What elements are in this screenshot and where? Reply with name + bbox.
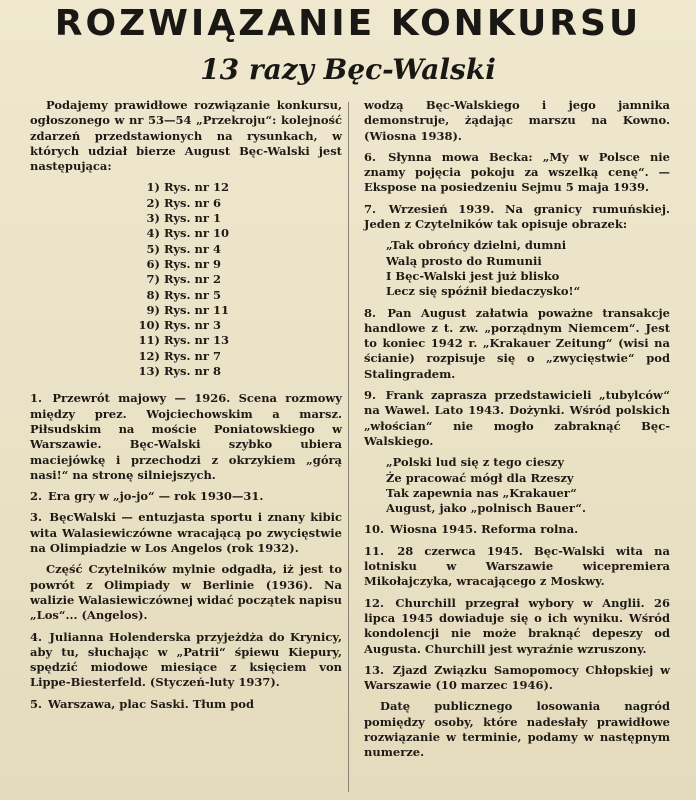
item-number: 10. — [364, 522, 385, 537]
verse-line: Że pracować mógł dla Rzeszy — [386, 470, 574, 485]
drawing-label: Rys. nr 13 — [164, 333, 229, 348]
subheadline: 13 razy Bęc-Walski — [200, 53, 496, 86]
order-number: 7) — [146, 272, 160, 287]
numbered-item — [364, 202, 670, 233]
drawing-label: Rys. nr 10 — [164, 226, 229, 241]
item-number: 1. — [30, 391, 43, 406]
drawing-label: Rys. nr 1 — [164, 211, 221, 226]
numbered-item — [364, 150, 670, 196]
verse-1 — [386, 238, 670, 299]
order-number: 4) — [146, 226, 160, 241]
item-number: 3. — [30, 510, 43, 525]
item-text: BęcWalski — entuzjasta sportu i znany kibic wita Walasiewiczówne wracającą po zwycięstwie na Olimpiadzie w Los Angelos (rok 1932). — [30, 510, 342, 556]
drawing-order-row — [126, 242, 342, 257]
numbered-item — [30, 630, 342, 691]
drawing-order-list — [126, 180, 342, 379]
drawing-label: Rys. nr 9 — [164, 256, 221, 271]
item-number: 7. — [364, 201, 377, 216]
item3-note: Część Czytelników mylnie odgadła, iż jest to powrót z Olimpiady w Berlinie (1936). Na walizie Walasiewiczównej widać początek napisu „Los“... (Angelos). — [30, 562, 342, 623]
numbered-item — [364, 522, 670, 537]
order-number: 10) — [138, 318, 160, 333]
closing-paragraph: Datę publicznego losowania nagród pomiędzy osoby, które nadesłały prawidłowe rozwiązanie w terminie, podamy w następnym numerze. — [364, 699, 670, 760]
column-divider — [348, 102, 349, 792]
numbered-item — [364, 388, 670, 449]
drawing-order-row — [126, 226, 342, 241]
drawing-order-row — [126, 318, 342, 333]
item-number: 12. — [364, 595, 385, 610]
numbered-item — [30, 391, 342, 483]
headline: ROZWIĄZANIE KONKURSU — [54, 3, 642, 44]
item-number: 13. — [364, 662, 385, 677]
item-text: Pan August załatwia poważne transakcje handlowe z t. zw. „porządnym Niemcem“. Jest to koniec 1942 r. „Krakauer Zeitung“ (wisi na ścianie) rozpisuje się o „zwycięstwie“ pod Stalingradem. — [364, 305, 670, 381]
intro-paragraph: Podajemy prawidłowe rozwiązanie konkursu, ogłoszonego w nr 53—54 „Przekroju“: kolejność zdarzeń przedstawionych na rysunkach, w których udział bierze August Bęc-Walski jest następująca: — [30, 98, 342, 174]
drawing-label: Rys. nr 6 — [164, 195, 221, 210]
drawing-label: Rys. nr 3 — [164, 318, 221, 333]
numbered-item — [364, 306, 670, 382]
item-number: 9. — [364, 388, 377, 403]
verse-line: Walą prosto do Rumunii — [386, 253, 542, 268]
item-number: 6. — [364, 149, 377, 164]
item-text: Frank zaprasza przedstawicieli „tubylców“ na Wawel. Lato 1943. Dożynki. Wśród polskich „włościan“ nie mogło zabraknąć Bęc-Walskiego. — [364, 388, 670, 448]
drawing-order-row — [126, 303, 342, 318]
left-column — [30, 98, 342, 718]
item-number: 4. — [30, 629, 43, 644]
drawing-label: Rys. nr 4 — [164, 241, 221, 256]
order-number: 1) — [146, 180, 160, 195]
verse-line: „Tak obrońcy dzielni, dumni — [386, 238, 567, 253]
drawing-order-row — [126, 333, 342, 348]
items-left-group-2 — [30, 630, 342, 712]
items-left-group — [30, 391, 342, 556]
drawing-order-row — [126, 257, 342, 272]
order-number: 11) — [138, 333, 160, 348]
item-text: 28 czerwca 1945. Bęc-Walski wita na lotnisku w Warszawie wicepremiera Mikołajczyka, wracającego z Moskwy. — [364, 543, 670, 589]
order-number: 8) — [146, 287, 160, 302]
numbered-item — [364, 596, 670, 657]
drawing-order-row — [126, 196, 342, 211]
order-number: 12) — [138, 348, 160, 363]
numbered-item — [30, 697, 342, 712]
item-number: 11. — [364, 543, 385, 558]
verse-2 — [386, 455, 670, 516]
item-text: Churchill przegrał wybory w Anglii. 26 lipca 1945 dowiaduje się o ich wyniku. Wśród kondolencji nie może braknąć depeszy od Augusta. Churchill jest wyraźnie wzruszony. — [364, 595, 670, 656]
item-text: Julianna Holenderska przyjeżdża do Krynicy, aby tu, słuchając w „Patrii“ śpiewu Kiepury, spędzić miodowe miesiące z księciem von Lippe-Biesterfeld. (Styczeń-luty 1937). — [30, 629, 342, 690]
item-text: Wiosna 1945. Reforma rolna. — [390, 522, 579, 537]
verse-line: August, jako „polnisch Bauer“. — [386, 501, 586, 516]
order-number: 3) — [146, 211, 160, 226]
numbered-item — [364, 544, 670, 590]
item-number: 5. — [30, 696, 43, 711]
numbered-item — [30, 510, 342, 556]
item-number: 2. — [30, 489, 43, 504]
drawing-label: Rys. nr 11 — [164, 302, 229, 317]
item-text: Era gry w „jo-jo“ — rok 1930—31. — [48, 489, 264, 504]
drawing-order-row — [126, 288, 342, 303]
items-right-group-2 — [364, 306, 670, 450]
item-text: Przewrót majowy — 1926. Scena rozmowy między prez. Wojciechowskim a marsz. Piłsudskim na moście Poniatowskiego w Warszawie. Bęc-Walski szybko ubiera maciejówkę i przechodzi z okrzykiem „górą nasi!“ na stronę silniejszych. — [30, 391, 342, 482]
drawing-order-row — [126, 180, 342, 195]
numbered-item — [30, 489, 342, 504]
verse-line: Tak zapewnia nas „Krakauer“ — [386, 485, 577, 500]
numbered-item — [364, 663, 670, 694]
right-column — [364, 98, 670, 767]
order-number: 5) — [146, 241, 160, 256]
order-number: 13) — [138, 364, 160, 379]
verse-line: I Bęc-Walski jest już blisko — [386, 268, 560, 283]
drawing-label: Rys. nr 8 — [164, 364, 221, 379]
drawing-label: Rys. nr 12 — [164, 180, 229, 195]
items-right-group — [364, 150, 670, 232]
drawing-order-row — [126, 211, 342, 226]
item-text: Słynna mowa Becka: „My w Polsce nie znamy pojęcia pokoju za wszelką cenę“. — Ekspose na posiedzeniu Sejmu 5 maja 1939. — [364, 149, 670, 195]
drawing-label: Rys. nr 2 — [164, 272, 221, 287]
verse-line: Lecz się spóźnił biedaczysko!“ — [386, 284, 581, 299]
drawing-order-row — [126, 272, 342, 287]
drawing-order-row — [126, 349, 342, 364]
item-number: 8. — [364, 305, 377, 320]
item5-continuation: wodzą Bęc-Walskiego i jego jamnika demonstruje, żądając marszu na Kowno. (Wiosna 1938). — [364, 98, 670, 143]
item-text: Zjazd Związku Samopomocy Chłopskiej w Warszawie (10 marzec 1946). — [364, 662, 670, 693]
items-right-group-3 — [364, 522, 670, 693]
item-text: Wrzesień 1939. Na granicy rumuńskiej. Jeden z Czytelników tak opisuje obrazek: — [364, 201, 670, 232]
drawing-label: Rys. nr 5 — [164, 287, 221, 302]
order-number: 6) — [146, 256, 160, 271]
order-number: 2) — [146, 195, 160, 210]
order-number: 9) — [146, 302, 160, 317]
item-text: Warszawa, plac Saski. Tłum pod — [48, 696, 254, 711]
verse-line: „Polski lud się z tego cieszy — [386, 455, 564, 470]
drawing-label: Rys. nr 7 — [164, 348, 221, 363]
drawing-order-row — [126, 364, 342, 379]
